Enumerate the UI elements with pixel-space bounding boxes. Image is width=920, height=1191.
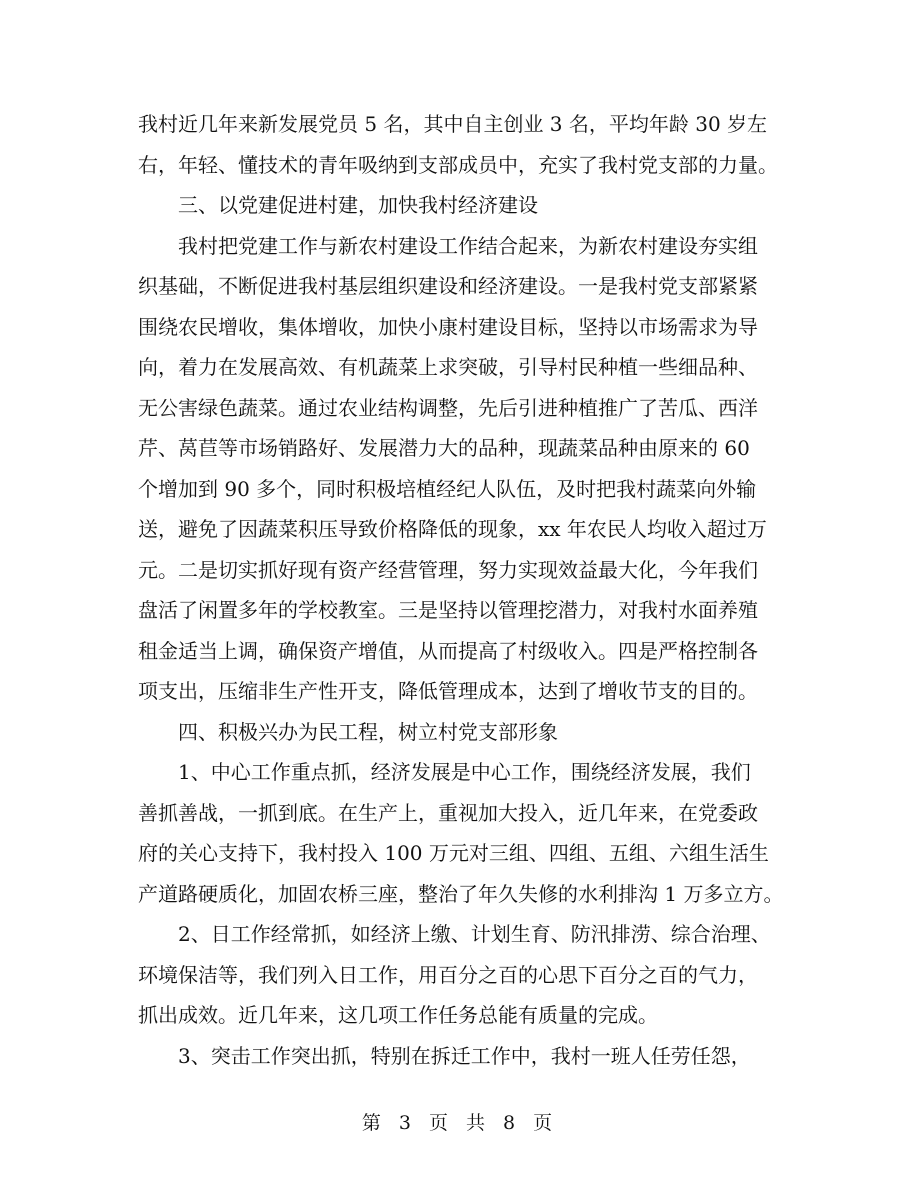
section-heading: 四、积极兴办为民工程，树立村党支部形象	[178, 719, 558, 744]
text-line: 租金适当上调，确保资产增值，从而提高了村级收入。四是严格控制各	[138, 638, 758, 663]
text-line: 无公害绿色蔬菜。通过农业结构调整，先后引进种植推广了苦瓜、西洋	[138, 395, 758, 420]
section-heading: 三、以党建促进村建，加快我村经济建设	[178, 193, 538, 217]
text-line: 2、日工作经常抓，如经济上缴、计划生育、防汛排涝、综合治理、	[178, 922, 771, 946]
text-line: 个增加到 90 多个，同时积极培植经纪人队伍，及时把我村蔬菜向外输	[138, 476, 757, 501]
text-line: 府的关心支持下，我村投入 100 万元对三组、四组、五组、六组生活生	[138, 841, 769, 865]
text-line: 围绕农民增收，集体增收，加快小康村建设目标，坚持以市场需求为导	[138, 314, 758, 339]
text-line: 芹、莴苣等市场销路好、发展潜力大的品种，现蔬菜品种由原来的 60	[138, 436, 750, 460]
text-line: 1、中心工作重点抓，经济发展是中心工作，围绕经济发展，我们	[178, 760, 751, 784]
text-line: 3、突击工作突出抓，特别在拆迁工作中，我村一班人任劳任怨，	[178, 1043, 751, 1068]
text-line: 项支出，压缩非生产性开支，降低管理成本，达到了增收节支的目的。	[138, 679, 758, 703]
text-line: 环境保洁等，我们列入日工作，用百分之百的心思下百分之百的气力，	[138, 962, 758, 987]
text-line: 我村近几年来新发展党员 5 名，其中自主创业 3 名，平均年龄 30 岁左	[138, 112, 768, 136]
body-text	[138, 104, 788, 1076]
text-line: 送，避免了因蔬菜积压导致价格降低的现象，xx 年农民人均收入超过万	[138, 517, 767, 541]
page-number: 第 3 页 共 8 页	[361, 1112, 559, 1134]
text-line: 我村把党建工作与新农村建设工作结合起来，为新农村建设夯实组	[178, 233, 758, 258]
text-line: 右，年轻、懂技术的青年吸纳到支部成员中，充实了我村党支部的力量。	[138, 152, 778, 177]
text-line: 向，着力在发展高效、有机蔬菜上求突破，引导村民种植一些细品种、	[138, 355, 758, 379]
text-line: 善抓善战，一抓到底。在生产上，重视加大投入，近几年来，在党委政	[138, 800, 758, 825]
text-line: 抓出成效。近几年来，这几项工作任务总能有质量的完成。	[138, 1003, 658, 1027]
text-line: 元。二是切实抓好现有资产经营管理，努力实现效益最大化，今年我们	[138, 557, 758, 582]
text-line: 织基础，不断促进我村基层组织建设和经济建设。一是我村党支部紧紧	[138, 274, 758, 298]
text-line: 盘活了闲置多年的学校教室。三是坚持以管理挖潜力，对我村水面养殖	[138, 598, 758, 622]
text-line: 产道路硬质化，加固农桥三座，整治了年久失修的水利排沟 1 万多立方。	[138, 881, 784, 906]
